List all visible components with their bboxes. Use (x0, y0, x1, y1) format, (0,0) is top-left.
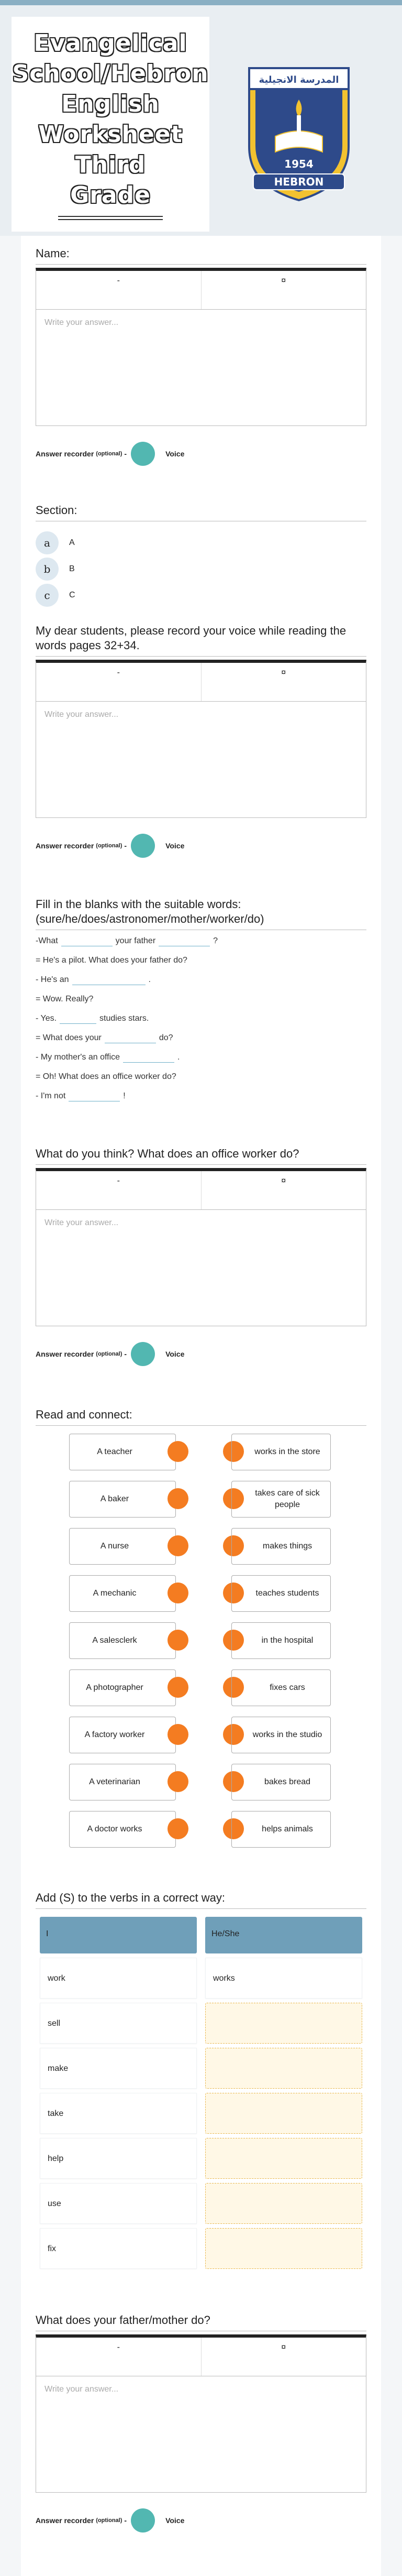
verb-answer-cell: works (205, 1958, 362, 1999)
match-left-item: A salesclerk (69, 1622, 176, 1659)
record-button[interactable] (131, 834, 155, 858)
match-left-dot[interactable] (168, 1582, 188, 1603)
fill-line (36, 1009, 366, 1028)
match-row (36, 1811, 366, 1848)
answer-recorder (36, 834, 366, 858)
recorder-dash: - (124, 842, 127, 850)
fill-line (36, 989, 366, 1009)
fill-text: - My mother's an office (36, 1053, 120, 1062)
question-section (36, 503, 366, 608)
recorder-dash: - (124, 1350, 127, 1358)
verb-cell: work (40, 1958, 197, 1999)
fill-text: your father (115, 936, 156, 945)
question-name (36, 246, 366, 466)
fill-text: - Yes. (36, 1014, 57, 1023)
verb-cell: use (40, 2183, 197, 2224)
match-left-dot[interactable] (168, 1724, 188, 1745)
title-underline (58, 216, 163, 217)
recorder-label: Answer recorder (36, 842, 94, 850)
recorder-optional: (optional) (96, 1351, 122, 1357)
toolbar-dash-button[interactable]: - (36, 2338, 202, 2376)
fill-line (36, 970, 366, 989)
match-row (36, 1481, 366, 1518)
verb-answer-input[interactable] (205, 2003, 362, 2044)
match-row (36, 1669, 366, 1706)
match-left-item: A photographer (69, 1669, 176, 1706)
title-box (12, 17, 209, 232)
question-title: Name: (36, 246, 366, 265)
fill-text: = What does your (36, 1033, 102, 1042)
answer-toolbar (36, 1168, 366, 1210)
toolbar-dash-button[interactable]: - (36, 1171, 202, 1209)
answer-toolbar (36, 2334, 366, 2376)
question-title: Section: (36, 503, 366, 521)
question-title: What do you think? What does an office worker do? (36, 1147, 366, 1165)
answer-recorder (36, 1342, 366, 1366)
title-line: Worksheet Third (38, 121, 183, 178)
section-option-b[interactable] (36, 556, 203, 582)
match-left-item: A baker (69, 1481, 176, 1518)
worksheet-page (21, 236, 381, 2576)
match-right-item: teaches students (231, 1575, 331, 1612)
match-right-item: makes things (231, 1528, 331, 1565)
school-logo (239, 63, 359, 204)
header-card (0, 5, 402, 236)
verb-cell: help (40, 2138, 197, 2179)
record-button[interactable] (131, 442, 155, 466)
question-title: My dear students, please record your voice while reading the words pages 32+34. (36, 624, 366, 657)
option-label: A (69, 538, 75, 547)
answer-recorder (36, 2508, 366, 2533)
toolbar-currency-button[interactable]: ¤ (281, 276, 286, 285)
recorder-dash: - (124, 2516, 127, 2525)
verb-cell: take (40, 2093, 197, 2134)
match-row (36, 1622, 366, 1659)
match-left-dot[interactable] (168, 1630, 188, 1651)
answer-toolbar (36, 268, 366, 310)
fill-text: - I'm not (36, 1091, 66, 1100)
match-left-dot[interactable] (168, 1677, 188, 1698)
answer-field[interactable]: Write your answer... (36, 2376, 366, 2493)
title-line: (sure/he/does/astronomer/mother/worker/do) (36, 912, 264, 925)
fill-line (36, 1067, 366, 1086)
fill-text: . (148, 975, 151, 984)
recorder-label: Answer recorder (36, 2516, 94, 2525)
verb-answer-input[interactable] (205, 2183, 362, 2224)
match-left-item: A doctor works (69, 1811, 176, 1848)
recorder-label: Answer recorder (36, 1350, 94, 1358)
question-verbs (36, 1891, 366, 2278)
recorder-optional: (optional) (96, 843, 122, 849)
match-left-dot[interactable] (168, 1771, 188, 1792)
question-office-worker (36, 1147, 366, 1366)
verb-answer-input[interactable] (205, 2138, 362, 2179)
question-connect (36, 1407, 366, 1853)
verb-cell: make (40, 2048, 197, 2089)
verb-answer-input[interactable] (205, 2228, 362, 2269)
blank-input[interactable] (72, 975, 146, 985)
recorder-optional: (optional) (96, 451, 122, 457)
fill-line (36, 951, 366, 970)
match-left-item: A factory worker (69, 1717, 176, 1753)
match-row (36, 1434, 366, 1470)
verb-cell: fix (40, 2228, 197, 2269)
fill-line (36, 931, 366, 951)
svg-text:المدرسة الانجيلية: المدرسة الانجيلية (259, 74, 339, 85)
option-badge: c (36, 584, 59, 607)
toolbar-currency-button[interactable]: ¤ (281, 668, 286, 677)
fill-lines (36, 931, 366, 1106)
match-row (36, 1717, 366, 1753)
fill-line (36, 1047, 366, 1067)
blank-input[interactable] (60, 1013, 96, 1024)
title-line: School/Hebron (12, 60, 209, 87)
option-label: B (69, 564, 75, 573)
match-left-dot[interactable] (168, 1818, 188, 1839)
question-title: Add (S) to the verbs in a correct way: (36, 1891, 366, 1909)
fill-text: ! (123, 1091, 126, 1100)
column-header-he-she: He/She (205, 1917, 362, 1953)
recorder-voice-label: Voice (165, 450, 185, 458)
toolbar-dash-button[interactable]: - (36, 663, 202, 701)
toolbar-currency-button[interactable]: ¤ (281, 1176, 286, 1185)
answer-field[interactable]: Write your answer... (36, 1210, 366, 1326)
recorder-voice-label: Voice (165, 1350, 185, 1358)
match-left-dot[interactable] (168, 1535, 188, 1556)
section-options (36, 530, 366, 608)
fill-line (36, 1086, 366, 1106)
match-right-item: fixes cars (231, 1669, 331, 1706)
option-label: C (69, 591, 75, 599)
record-button[interactable] (131, 2508, 155, 2533)
recorder-voice-label: Voice (165, 842, 185, 850)
verb-answer-input[interactable] (205, 2093, 362, 2134)
verb-cell: sell (40, 2003, 197, 2044)
match-left-item: A nurse (69, 1528, 176, 1565)
match-left-item: A mechanic (69, 1575, 176, 1612)
option-badge: a (36, 531, 59, 554)
record-button[interactable] (131, 1342, 155, 1366)
svg-text:1954: 1954 (284, 158, 314, 170)
toolbar-currency-button[interactable]: ¤ (281, 2343, 286, 2352)
question-record (36, 624, 366, 858)
match-row (36, 1764, 366, 1800)
match-row (36, 1575, 366, 1612)
blank-input[interactable] (61, 936, 113, 946)
title-line: Grade (70, 182, 151, 209)
fill-text: = Oh! What does an office worker do? (36, 1072, 176, 1081)
answer-recorder (36, 442, 366, 466)
fill-text: do? (159, 1033, 173, 1042)
blank-input[interactable] (123, 1052, 174, 1063)
fill-line (36, 1028, 366, 1047)
blank-input[interactable] (159, 936, 210, 946)
fill-text: - He's an (36, 975, 69, 984)
question-title: What does your father/mother do? (36, 2313, 366, 2331)
answer-field[interactable]: Write your answer... (36, 310, 366, 426)
match-right-item: in the hospital (231, 1622, 331, 1659)
column-header-i: I (40, 1917, 197, 1953)
question-fill-blanks (36, 897, 366, 1106)
blank-input[interactable] (69, 1091, 120, 1101)
verb-answer-input[interactable] (205, 2048, 362, 2089)
question-title (36, 897, 366, 930)
match-right-item: takes care of sick people (231, 1481, 331, 1518)
svg-text:HEBRON: HEBRON (274, 176, 324, 188)
fill-text: -What (36, 936, 58, 945)
match-right-item: works in the store (231, 1434, 331, 1470)
title-line: English (61, 91, 160, 117)
title-line: Fill in the blanks with the suitable words: (36, 898, 241, 911)
title-underline (58, 219, 163, 220)
toolbar-dash-button[interactable]: - (36, 271, 202, 309)
fill-text: = Wow. Really? (36, 995, 94, 1003)
section-option-a[interactable] (36, 530, 203, 556)
section-option-c[interactable] (36, 582, 203, 608)
title-line: Evangelical (34, 30, 187, 57)
recorder-optional: (optional) (96, 2517, 122, 2524)
option-badge: b (36, 558, 59, 581)
fill-text: studies stars. (99, 1014, 149, 1023)
match-right-item: bakes bread (231, 1764, 331, 1800)
recorder-voice-label: Voice (165, 2516, 185, 2525)
match-left-item: A teacher (69, 1434, 176, 1470)
answer-field[interactable]: Write your answer... (36, 702, 366, 818)
question-parent-job (36, 2313, 366, 2533)
fill-text: ? (213, 936, 218, 945)
match-left-dot[interactable] (168, 1441, 188, 1462)
match-right-item: helps animals (231, 1811, 331, 1848)
fill-text: . (177, 1053, 180, 1062)
fill-text: = He's a pilot. What does your father do? (36, 956, 187, 965)
answer-toolbar (36, 660, 366, 702)
blank-input[interactable] (105, 1033, 156, 1043)
match-left-item: A veterinarian (69, 1764, 176, 1800)
match-left-dot[interactable] (168, 1488, 188, 1509)
recorder-dash: - (124, 450, 127, 458)
question-title: Read and connect: (36, 1407, 366, 1426)
match-row (36, 1528, 366, 1565)
match-right-item: works in the studio (231, 1717, 331, 1753)
recorder-label: Answer recorder (36, 450, 94, 458)
worksheet-title (12, 28, 209, 211)
